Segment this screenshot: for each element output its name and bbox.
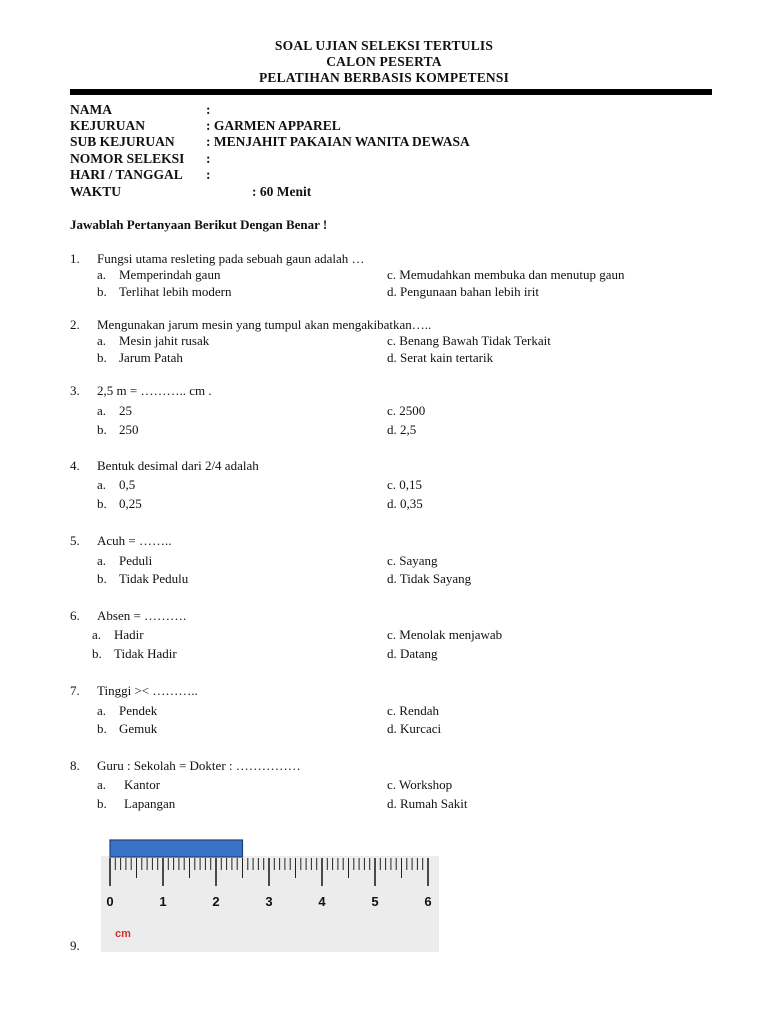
option-c: c. Memudahkan membuka dan menutup gaun [387,267,625,282]
option-letter: a. [97,333,107,348]
info-value: : [206,102,211,117]
header-program: PELATIHAN BERBASIS KOMPETENSI [258,70,510,85]
option-text: 250 [119,422,139,437]
option-text: Jarum Patah [119,350,183,365]
info-label: SUB KEJURUAN [70,134,175,149]
option-letter: b. [97,571,107,586]
option-letter: a. [97,477,107,492]
question-number: 7. [70,683,80,698]
option-letter: a. [97,267,107,282]
question-text: 2,5 m = ……….. cm . [97,383,212,398]
option-letter: a. [97,703,107,718]
option-text: Terlihat lebih modern [119,284,232,299]
ruler-number: 4 [318,894,326,909]
option-text: Peduli [119,553,153,568]
option-d: d. 0,35 [387,496,423,511]
info-label: KEJURUAN [70,118,146,133]
info-label: NAMA [70,102,112,117]
option-d: d. Serat kain tertarik [387,350,494,365]
option-text: 0,5 [119,477,136,492]
option-a [97,267,220,283]
option-d: d. Rumah Sakit [387,796,468,811]
ruler-number: 2 [212,894,220,909]
ruler-number: 3 [265,894,273,909]
option-letter: a. [97,777,107,792]
info-label: NOMOR SELEKSI [70,151,185,166]
option-d: d. 2,5 [387,422,417,437]
option-text: Pendek [119,703,158,718]
ruler-number: 0 [106,894,114,909]
option-text: Memperindah gaun [119,267,221,282]
option-text: Hadir [114,627,144,642]
option-text: Lapangan [124,796,176,811]
question-number: 6. [70,608,80,623]
option-c: c. Benang Bawah Tidak Terkait [387,333,551,348]
option-c: c. Workshop [387,777,453,792]
question-text: Tinggi >< ……….. [97,683,198,698]
option-letter: b. [97,422,107,437]
option-b [97,721,157,737]
option-letter: a. [97,553,107,568]
option-letter: b. [97,284,107,299]
option-letter: b. [97,350,107,365]
option-b [97,350,183,366]
info-value: : [206,151,211,166]
question-text: Guru : Sekolah = Dokter : …………… [97,758,301,773]
option-a [97,777,160,793]
measured-bar [110,840,243,857]
info-label: HARI / TANGGAL [70,167,183,182]
option-b [97,496,142,512]
option-letter: b. [97,796,107,811]
option-text: 25 [119,403,132,418]
option-letter: a. [92,627,102,642]
option-text: Tidak Hadir [114,646,177,661]
option-a [97,403,132,419]
header-subtitle: CALON PESERTA [326,54,442,69]
ruler-number: 1 [159,894,167,909]
option-text: Gemuk [119,721,158,736]
option-d: d. Datang [387,646,438,661]
info-value: : GARMEN APPAREL [206,118,341,133]
option-a [92,627,144,643]
question-text: Fungsi utama resleting pada sebuah gaun adalah … [97,251,365,266]
ruler-number: 5 [371,894,379,909]
option-letter: b. [97,721,107,736]
info-label: WAKTU [70,184,122,199]
ruler-unit-label: cm [115,928,131,940]
option-a [97,333,209,349]
ruler-figure [101,834,439,952]
question-text: Acuh = …….. [97,533,172,548]
option-text: Tidak Pedulu [119,571,189,586]
header-title: SOAL UJIAN SELEKSI TERTULIS [274,38,494,53]
option-letter: b. [92,646,102,661]
question-text: Mengunakan jarum mesin yang tumpul akan mengakibatkan….. [97,317,432,332]
question-number: 1. [70,251,80,266]
option-c: c. Sayang [387,553,438,568]
question-text: Bentuk desimal dari 2/4 adalah [97,458,259,473]
option-text: Kantor [124,777,161,792]
option-b [97,571,188,587]
question-number: 2. [70,317,80,332]
option-text: 0,25 [119,496,142,511]
question-text: Absen = ………. [97,608,187,623]
option-a [97,553,152,569]
header-divider [70,89,712,95]
option-letter: a. [97,403,107,418]
info-value: : [206,167,211,182]
question-number: 3. [70,383,80,398]
option-text: Mesin jahit rusak [119,333,210,348]
question-number: 8. [70,758,80,773]
ruler-illustration [101,834,439,952]
ruler-number: 6 [424,894,432,909]
info-value: : MENJAHIT PAKAIAN WANITA DEWASA [206,134,470,149]
option-b [92,646,177,662]
instruction: Jawablah Pertanyaan Berikut Dengan Benar ! [70,217,328,232]
option-b [97,796,175,812]
option-b [97,422,139,438]
option-a [97,703,157,719]
option-b [97,284,231,300]
question-number: 4. [70,458,80,473]
option-d: d. Tidak Sayang [387,571,472,586]
option-a [97,477,135,493]
option-c: c. 2500 [387,403,426,418]
question-number: 5. [70,533,80,548]
option-c: c. Rendah [387,703,439,718]
question-9-number: 9. [70,938,80,953]
option-d: d. Pengunaan bahan lebih irit [387,284,539,299]
option-c: c. Menolak menjawab [387,627,503,642]
option-d: d. Kurcaci [387,721,442,736]
option-letter: b. [97,496,107,511]
info-value: : 60 Menit [252,184,312,199]
option-c: c. 0,15 [387,477,423,492]
